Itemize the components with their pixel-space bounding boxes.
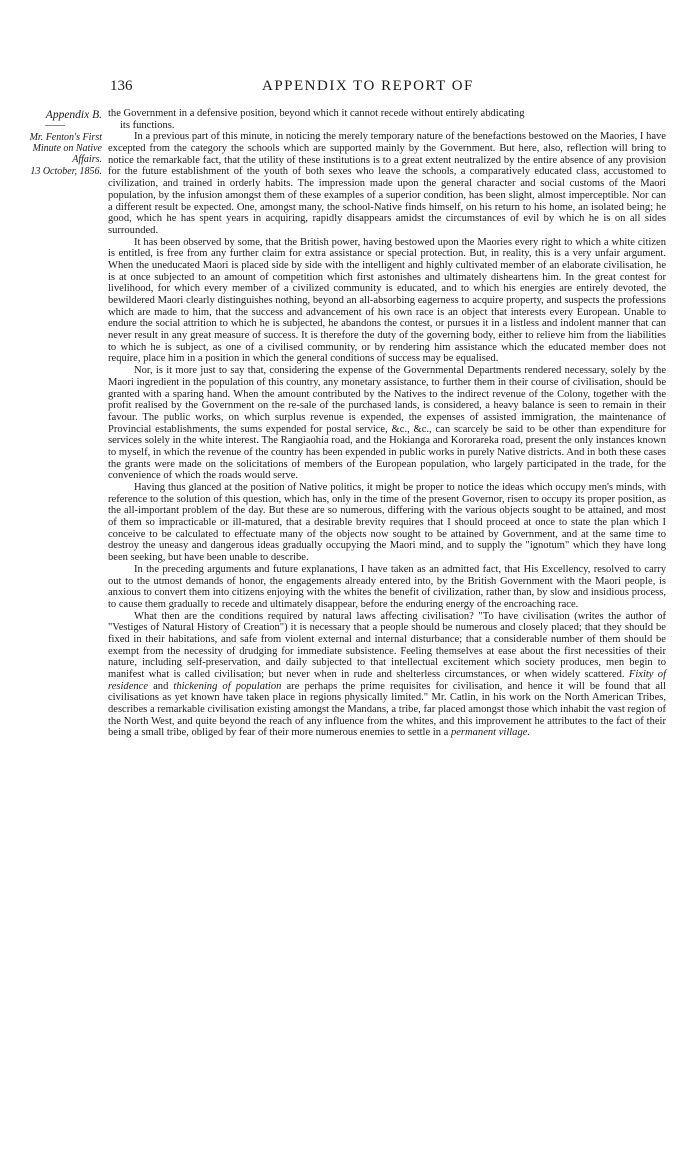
paragraph <box>108 611 666 740</box>
continuation-line: its functions. <box>120 119 175 131</box>
paragraph-text: and <box>153 680 169 692</box>
paragraph-text: What then are the conditions required by natural laws affecting civilisation? "To have civilisation (writes the author of "Vestiges of Natural History of Creation") it is necessary that a people should be numerous and closely placed; that they should be fixed in their habitations, and safe from violent external and internal disturbance; that a considerable number of them should be exempt from the necessity of drudging for immediate subsistence. Feeling themselves at ease about the first necessities of their nature, including self-preservation, and daily subjected to that intellectual excitement which society produces, men begin to manifest what is called civilisation; but never when in rude and shelterless circumstances, or when widely scattered. <box>108 610 666 680</box>
paragraph: In a previous part of this minute, in noticing the merely temporary nature of the benefactions bestowed on the Maories, I have excepted from the category the schools which are supported mainly by the Government. But here, also, reflection will bring to notice the remarkable fact, that the utility of these institutions is to a great extent neutralized by the entire absence of any provision for the future establishment of the youth of both sexes who leave the schools, a comparatively educated class, accustomed to civilization, and trained in orderly habits. The impression made upon the general character and social customs of the Maori population, by the infusion amongst them of these examples of a superior condition, has been slight, almost imperceptible. Nor can a different result be expected. One, amongst many, the school-Native finds himself, on his return to his home, an isolated being; he good, which he has spent years in acquiring, rapidly disappears amidst the circumstances of evil by which he is on all sides surrounded. <box>108 131 666 236</box>
margin-notes <box>8 110 102 177</box>
emphasis-text: thickening of population <box>173 680 282 692</box>
paragraph: It has been observed by some, that the British power, having bestowed upon the Maories every right to which a white citizen is entitled, is free from any further claim for extra assistance or special protection. But, in reality, this is a very unfair argument. When the uneducated Maori is placed side by side with the intelligent and highly cultivated member of an elaborate civilisation, he is at once subjected to an amount of competition which first astonishes and ultimately disheartens him. In the great contest for livelihood, for which every member of a civilized community is educated, and to which his energies are entirely devoted, the bewildered Maori clearly distinguishes nothing, beyond an all-absorbing eagerness to acquire property, and suspects the professions which are made to him, that the success and advancement of his own race is an object that interests every European. Unable to endure the social attrition to which he is subjected, he abandons the contest, or pursues it in a listless and indolent manner that can never result in any great measure of success. It is therefore the duty of the governing body, either to relieve him from the liabilities to which he is subject, as one of a civilised community, or by rendering him assistance which the educated member does not require, place him in a position in which the general conditions of success may be equalised. <box>108 236 666 365</box>
paragraph: In the preceding arguments and future explanations, I have taken as an admitted fact, that His Excellency, resolved to carry out to the utmost demands of honor, the engagements already entered into, by the British Government with the Maori people, is anxious to convert them into citizens enjoying with the whites the benefit of civilization, rather than, by slow and insidious process, to cause them gradually to recede and ultimately disappear, before the enduring energy of the encroaching race. <box>108 563 666 610</box>
continuation-line: the Government in a defensive position, beyond which it cannot recede without entirely abdicating <box>108 108 525 119</box>
page-header <box>0 78 700 102</box>
page-number: 136 <box>110 78 133 94</box>
emphasis-text: permanent village. <box>450 727 531 739</box>
margin-reference: Mr. Fenton's First Minute on Native Affairs. <box>29 132 102 165</box>
margin-date: 13 October, 1856. <box>30 166 102 177</box>
paragraph: Having thus glanced at the position of Native politics, it might be proper to notice the ideas which occupy men's minds, with reference to the solution of this question, which has, only in the time of the present Governor, risen to occupy its proper position, as the all-important problem of the day. But these are so numerous, differing with the various objects sought to be attained, and most of them so impracticable or ill-matured, that a desirable brevity requires that I should proceed at once to state the plan which I conceive to be calculated to effectuate many of the objects now sought to be attained by Government, and at the same time to destroy the uneasy and dangerous ideas gradually occupying the Maori mind, and to supply the "ignotum" which they have long been seeking, but have been unable to describe. <box>108 482 666 564</box>
body-text <box>108 108 666 739</box>
paragraph-continuation <box>108 108 666 131</box>
paragraph-text: are perhaps the prime requisites for civilisation, and hence it will be found that all civilisations as yet known have taken place in regions physically limited." Mr. Catlin, in his work on the North American Tribes, describes a remarkable civilisation existing amongst the Mandans, a tribe, far placed amongst those which inhabit the vast region of the North West, and quite beyond the reach of any influence from the whites, and this improvement he attributes to the fact of their being a small tribe, obliged by fear of their more numerous enemies to settle in a <box>108 680 666 739</box>
running-head: APPENDIX TO REPORT OF <box>262 78 474 94</box>
margin-appendix-label: Appendix B. <box>45 109 102 121</box>
margin-rule: —— <box>45 120 65 131</box>
paragraph: Nor, is it more just to say that, considering the expense of the Governmental Departments rendered necessary, solely by the Maori ingredient in the population of this country, any monetary assistance, to further them in their course of civilisation, should be granted with a sparing hand. When the amount contributed by the Natives to the indirect revenue of the Colony, together with the profit realised by the Government on the re-sale of the purchased lands, is considered, a heavy balance is seen to remain in their favour. The public works, on which surplus revenue is expended, the expenses of assisted immigration, the maintenance of Provincial establishments, the sums expended for postal service, &c., &c., can scarcely be said to be other than expenditure for services solely in the white interest. The Rangiaohia road, and the Hokianga and Kororareka road, present the only instances known to myself, in which the revenue of the country has been expended in public works in purely Native districts. And in both these cases the grants were made on the solicitations of members of the European population, who largely participated in the trade, for the convenience of which the roads would serve. <box>108 365 666 482</box>
emphasis-text: Fixity of residence <box>108 669 667 692</box>
